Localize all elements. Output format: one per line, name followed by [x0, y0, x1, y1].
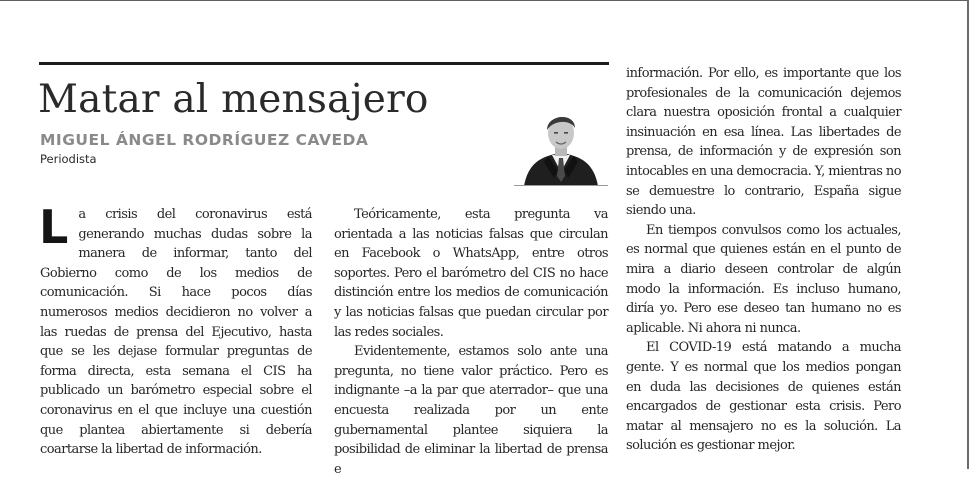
- article-column-3: [626, 64, 901, 456]
- paragraph: [39, 200, 312, 460]
- paragraph: En tiempos convulsos como los actuales, es normal que quienes están en el punto de mira a diario deseen controlar de algún modo la información. Es incluso humano, diría yo. Pero ese deseo tan humano no es aplicable. Ni ahora ni nunca.: [626, 222, 901, 336]
- headline-rule: [39, 62, 609, 65]
- paragraph: Evidentemente, estamos solo ante una pregunta, no tiene valor práctico. Pero es indignante –a la par que aterrador– que una encuesta realizada por un ente gubernamental plantee siquiera la posibilidad de eliminar la libertad de prensa e: [334, 344, 608, 477]
- paragraph-text: a crisis del coronavirus está generando muchas dudas sobre la manera de informar, tanto del Gobierno como de los medios de comunicación. Si hace pocos días numerosos medios decidieron no volver a las ruedas de prensa del Ejecutivo, hasta que se les dejase formular preguntas de forma directa, esta semana el CIS ha publicado un barómetro especial sobre el coronavirus en el que incluye una cuestión que plantea abiertamente si debería coartarse la libertad de información.: [40, 207, 312, 458]
- portrait-baseline: [514, 185, 608, 186]
- article-title: Matar al mensajero: [38, 77, 429, 122]
- author-name: MIGUEL ÁNGEL RODRÍGUEZ CAVEDA: [40, 131, 369, 149]
- paragraph: información. Por ello, es importante que los profesionales de la comunicación dejemos clara nuestra oposición frontal a cualquier insinuación en esa línea. Las libertades de prensa, de información y de expresión son intocables en una democracia. Y, mientras no se demuestre lo contrario, España sigue siendo una.: [626, 66, 901, 219]
- drop-cap: L: [39, 200, 69, 254]
- paragraph: Teóricamente, esta pregunta va orientada a las noticias falsas que circulan en Facebook o WhatsApp, entre otros soportes. Pero el barómetro del CIS no hace distinción entre los medios de comunicación y las noticias falsas que puedan circular por las redes sociales.: [334, 207, 608, 340]
- article-column-2: [334, 205, 608, 479]
- author-portrait-icon: [518, 106, 604, 186]
- page-top-border: [0, 0, 969, 1]
- author-role: Periodista: [40, 152, 97, 166]
- article-column-1: [39, 200, 312, 460]
- paragraph: El COVID-19 está matando a mucha gente. Y es normal que los medios pongan en duda las decisiones de quienes están encargados de gestionar esta crisis. Pero matar al mensajero no es la solución. La solución es gestionar mejor.: [626, 340, 901, 454]
